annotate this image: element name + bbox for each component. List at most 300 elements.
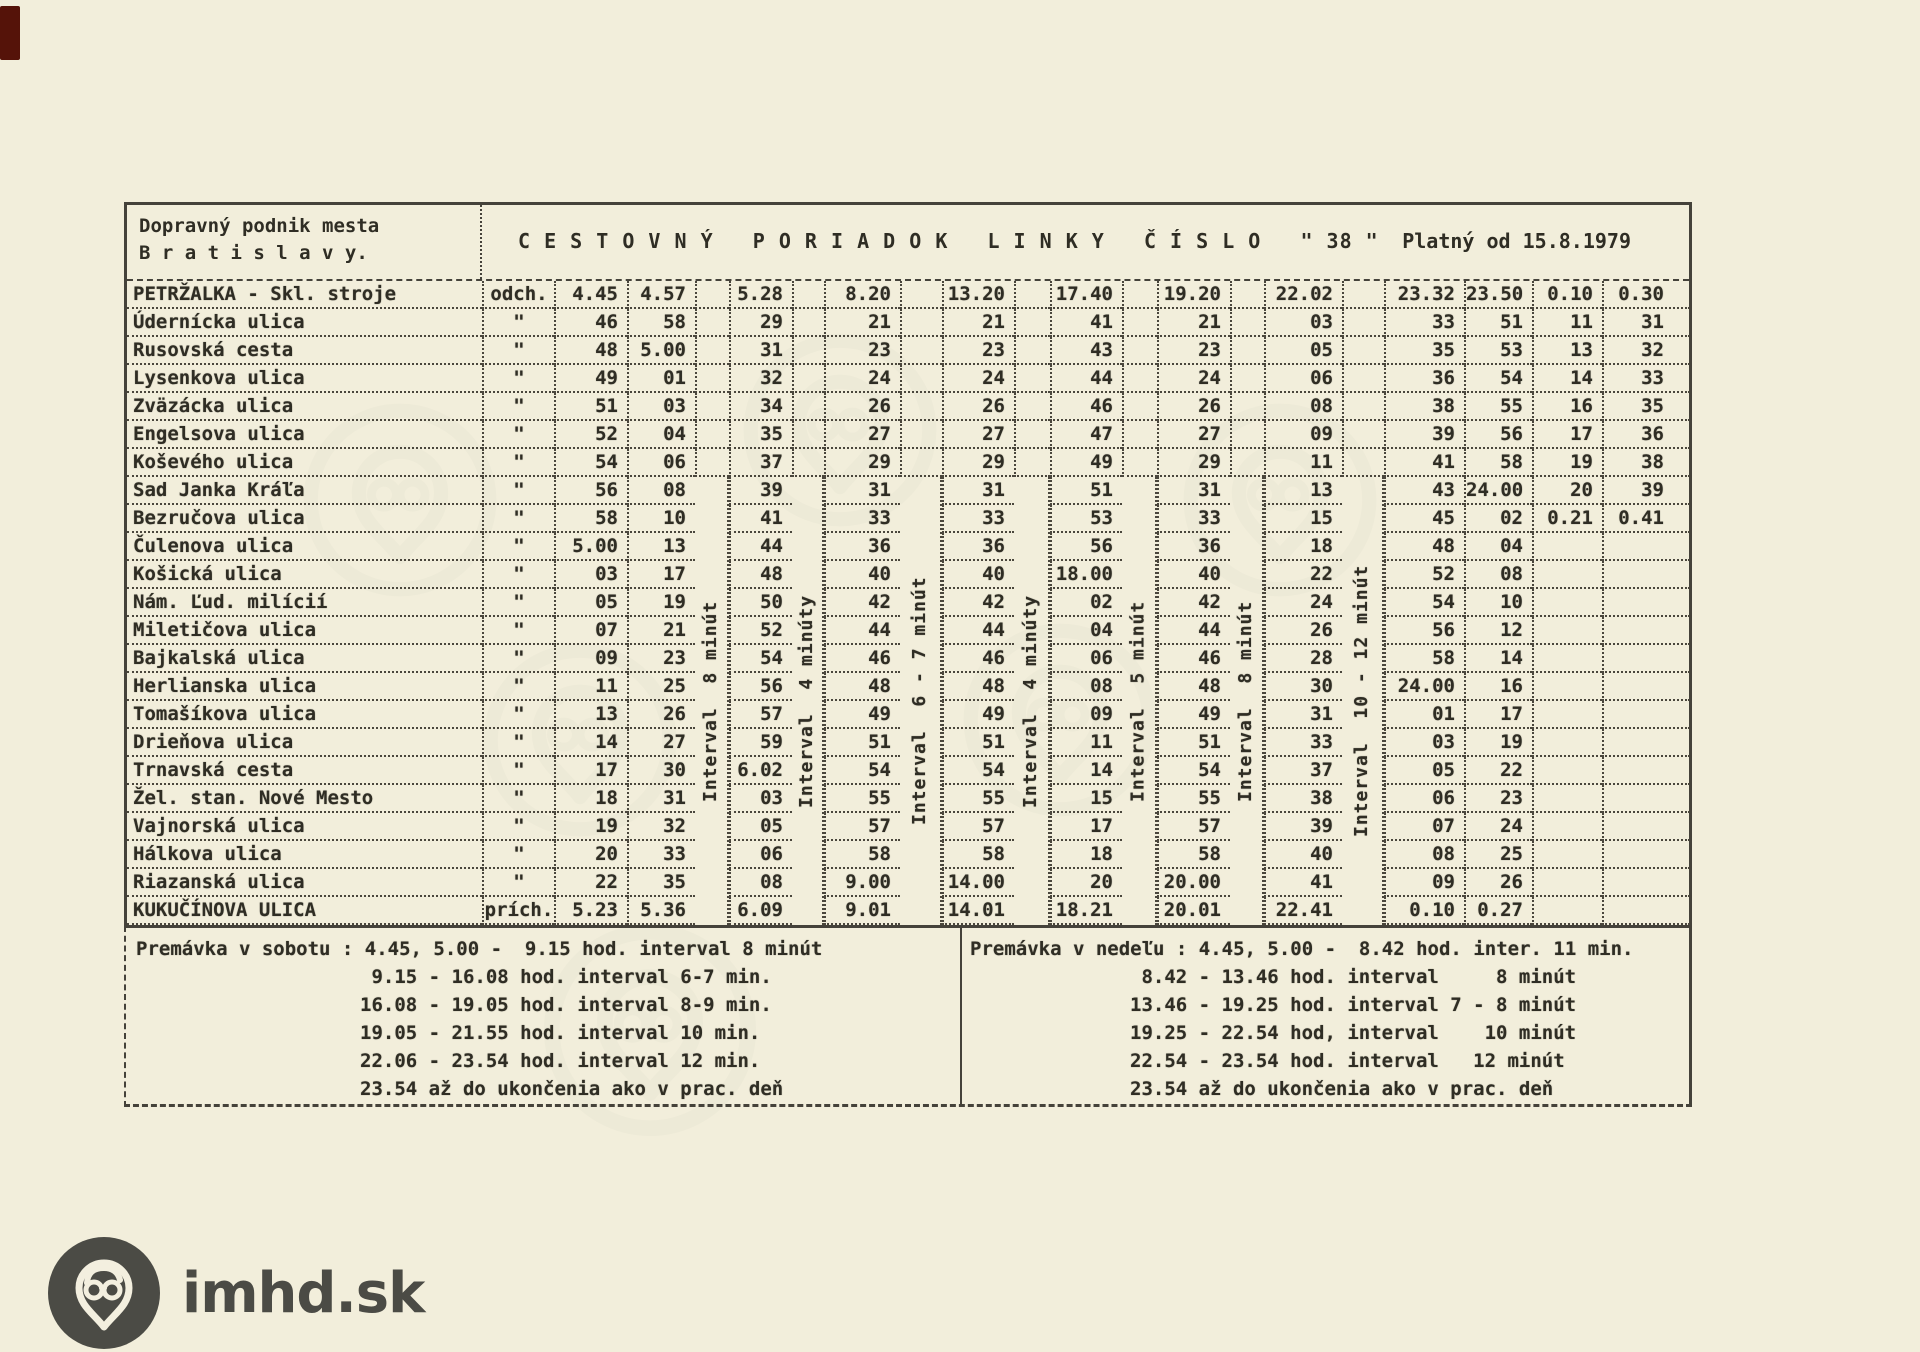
stop-name-cell: Bezručova ulica: [127, 505, 482, 533]
saturday-note-line: 23.54 až do ukončenia ako v prac. deň: [360, 1078, 784, 1100]
time-cell: 40: [1157, 561, 1230, 589]
time-cell: 36: [1157, 533, 1230, 561]
time-cell: [1602, 645, 1690, 673]
time-cell: 58: [554, 505, 627, 533]
time-cell: 29: [729, 309, 792, 337]
time-cell: 26: [824, 393, 900, 421]
time-cell: 52: [1384, 561, 1464, 589]
interval-filler-cell: [900, 393, 942, 421]
departure-mark-cell: ": [482, 701, 554, 729]
time-cell: 15: [1264, 505, 1342, 533]
time-cell: 29: [942, 449, 1014, 477]
time-cell: 32: [1602, 337, 1690, 365]
time-cell: 23: [627, 645, 695, 673]
interval-filler-cell: [1122, 337, 1157, 365]
time-cell: 9.01: [824, 897, 900, 925]
time-cell: 13: [1532, 337, 1602, 365]
time-cell: 57: [942, 813, 1014, 841]
stop-name-cell: Herlianska ulica: [127, 673, 482, 701]
agency-line1: Dopravný podnik mesta: [139, 215, 380, 237]
time-cell: [1602, 841, 1690, 869]
time-cell: 43: [1384, 477, 1464, 505]
stop-name-cell: Bajkalská ulica: [127, 645, 482, 673]
time-cell: 41: [1384, 449, 1464, 477]
time-cell: 27: [942, 421, 1014, 449]
imhd-logo-mark: [48, 1237, 160, 1349]
time-cell: 56: [1464, 421, 1532, 449]
interval-filler-cell: [900, 421, 942, 449]
time-cell: 8.20: [824, 281, 900, 309]
time-cell: 41: [729, 505, 792, 533]
time-cell: 14.00: [942, 869, 1014, 897]
time-cell: 13: [1264, 477, 1342, 505]
time-cell: 25: [627, 673, 695, 701]
interval-label: Interval 8 minút: [1230, 477, 1264, 925]
interval-filler-cell: [792, 365, 824, 393]
time-cell: 55: [1157, 785, 1230, 813]
stop-name-cell: Trnavská cesta: [127, 757, 482, 785]
time-cell: 24: [1264, 589, 1342, 617]
departure-mark-cell: ": [482, 533, 554, 561]
time-cell: 37: [729, 449, 792, 477]
time-cell: 18: [1264, 533, 1342, 561]
time-cell: 22: [1464, 757, 1532, 785]
time-cell: 51: [1157, 729, 1230, 757]
time-cell: 42: [942, 589, 1014, 617]
time-cell: 03: [1384, 729, 1464, 757]
interval-filler-cell: [1014, 365, 1050, 393]
time-cell: [1532, 673, 1602, 701]
time-cell: 14: [554, 729, 627, 757]
stop-name-cell: Engelsova ulica: [127, 421, 482, 449]
time-cell: 40: [1264, 841, 1342, 869]
time-cell: 38: [1384, 393, 1464, 421]
time-cell: 23.50: [1464, 281, 1532, 309]
time-cell: 09: [1264, 421, 1342, 449]
time-cell: 31: [729, 337, 792, 365]
time-cell: [1602, 757, 1690, 785]
time-cell: 33: [1157, 505, 1230, 533]
time-cell: 23: [942, 337, 1014, 365]
time-cell: 24: [824, 365, 900, 393]
interval-filler-cell: [695, 309, 729, 337]
interval-filler-cell: [792, 421, 824, 449]
interval-filler-cell: [1122, 365, 1157, 393]
interval-filler-cell: [900, 365, 942, 393]
interval-filler-cell: [792, 281, 824, 309]
time-cell: 53: [1464, 337, 1532, 365]
time-cell: 02: [1050, 589, 1122, 617]
time-cell: 20: [1050, 869, 1122, 897]
time-cell: 31: [1264, 701, 1342, 729]
time-cell: 36: [1384, 365, 1464, 393]
departure-mark-cell: ": [482, 617, 554, 645]
time-cell: 54: [729, 645, 792, 673]
time-cell: 19: [1532, 449, 1602, 477]
sunday-notes: [960, 926, 1689, 1104]
time-cell: 31: [627, 785, 695, 813]
time-cell: [1532, 533, 1602, 561]
time-cell: 58: [1464, 449, 1532, 477]
time-cell: 26: [627, 701, 695, 729]
interval-filler-cell: [695, 393, 729, 421]
time-cell: 26: [1264, 617, 1342, 645]
time-cell: 44: [729, 533, 792, 561]
time-cell: 39: [1384, 421, 1464, 449]
saturday-notes: [126, 926, 960, 1104]
time-cell: 05: [729, 813, 792, 841]
time-cell: [1532, 869, 1602, 897]
time-cell: 14: [1532, 365, 1602, 393]
time-cell: 14.01: [942, 897, 1014, 925]
interval-filler-cell: [1230, 337, 1264, 365]
departure-mark-cell: prích.: [482, 897, 554, 925]
interval-filler-cell: [695, 421, 729, 449]
time-cell: [1602, 869, 1690, 897]
time-cell: 56: [729, 673, 792, 701]
time-cell: 11: [1532, 309, 1602, 337]
time-cell: 40: [942, 561, 1014, 589]
time-cell: 35: [729, 421, 792, 449]
time-cell: 48: [554, 337, 627, 365]
time-cell: 42: [1157, 589, 1230, 617]
stop-name-cell: Drieňova ulica: [127, 729, 482, 757]
time-cell: 5.00: [554, 533, 627, 561]
interval-label: Interval 10 - 12 minút: [1342, 477, 1384, 925]
time-cell: 4.57: [627, 281, 695, 309]
departure-mark-cell: ": [482, 477, 554, 505]
time-cell: 28: [1264, 645, 1342, 673]
time-cell: 56: [554, 477, 627, 505]
interval-filler-cell: [792, 309, 824, 337]
time-cell: 29: [824, 449, 900, 477]
time-cell: 4.45: [554, 281, 627, 309]
time-cell: 33: [1264, 729, 1342, 757]
time-cell: 5.28: [729, 281, 792, 309]
time-cell: 33: [627, 841, 695, 869]
time-cell: 45: [1384, 505, 1464, 533]
timetable-document: [124, 202, 1692, 928]
time-cell: [1532, 561, 1602, 589]
interval-filler-cell: [1342, 309, 1384, 337]
time-cell: 08: [729, 869, 792, 897]
time-cell: 49: [1050, 449, 1122, 477]
departure-mark-cell: ": [482, 589, 554, 617]
time-cell: 18: [554, 785, 627, 813]
time-cell: 51: [554, 393, 627, 421]
saturday-note-line: 16.08 - 19.05 hod. interval 8-9 min.: [360, 994, 772, 1016]
interval-filler-cell: [1342, 393, 1384, 421]
time-cell: 06: [1264, 365, 1342, 393]
interval-filler-cell: [1122, 281, 1157, 309]
time-cell: 23: [824, 337, 900, 365]
interval-filler-cell: [1230, 281, 1264, 309]
time-cell: 25: [1464, 841, 1532, 869]
departure-mark-cell: ": [482, 645, 554, 673]
time-cell: 52: [554, 421, 627, 449]
time-cell: 58: [824, 841, 900, 869]
time-cell: 23.32: [1384, 281, 1464, 309]
time-cell: 22: [554, 869, 627, 897]
interval-filler-cell: [1014, 309, 1050, 337]
time-cell: 54: [942, 757, 1014, 785]
time-cell: 27: [627, 729, 695, 757]
time-cell: 19: [627, 589, 695, 617]
time-cell: 13.20: [942, 281, 1014, 309]
interval-filler-cell: [900, 337, 942, 365]
time-cell: 39: [729, 477, 792, 505]
time-cell: 18.21: [1050, 897, 1122, 925]
time-cell: 13: [627, 533, 695, 561]
stop-name-cell: PETRŽALKA - Skl. stroje: [127, 281, 482, 309]
time-cell: 0.41: [1602, 505, 1690, 533]
time-cell: [1602, 729, 1690, 757]
departure-mark-cell: ": [482, 813, 554, 841]
valid-from-date: Platný od 15.8.1979: [1402, 229, 1631, 253]
agency-line2: B r a t i s l a v y.: [139, 242, 368, 264]
time-cell: [1532, 617, 1602, 645]
time-cell: 17: [1532, 421, 1602, 449]
time-cell: 08: [1264, 393, 1342, 421]
departure-mark-cell: ": [482, 449, 554, 477]
time-cell: 58: [1157, 841, 1230, 869]
time-cell: 20.01: [1157, 897, 1230, 925]
time-cell: 31: [1602, 309, 1690, 337]
departure-mark-cell: ": [482, 869, 554, 897]
time-cell: 46: [942, 645, 1014, 673]
time-cell: 15: [1050, 785, 1122, 813]
time-cell: 24: [1464, 813, 1532, 841]
time-cell: 57: [1157, 813, 1230, 841]
time-cell: [1602, 561, 1690, 589]
interval-filler-cell: [1230, 365, 1264, 393]
time-cell: 56: [1384, 617, 1464, 645]
interval-filler-cell: [1014, 449, 1050, 477]
interval-filler-cell: [900, 281, 942, 309]
saturday-note-line: 19.05 - 21.55 hod. interval 10 min.: [360, 1022, 761, 1044]
imhd-logo: [48, 1237, 424, 1349]
departure-mark-cell: ": [482, 365, 554, 393]
time-cell: 19: [554, 813, 627, 841]
saturday-note-line: 22.06 - 23.54 hod. interval 12 min.: [360, 1050, 761, 1072]
time-cell: [1532, 813, 1602, 841]
departure-mark-cell: ": [482, 421, 554, 449]
time-cell: 49: [1157, 701, 1230, 729]
timetable-grid: [127, 281, 1689, 925]
interval-filler-cell: [1122, 421, 1157, 449]
time-cell: [1602, 589, 1690, 617]
interval-label: Interval 8 minút: [695, 477, 729, 925]
sunday-note-line: 23.54 až do ukončenia ako v prac. deň: [1130, 1078, 1554, 1100]
time-cell: 21: [942, 309, 1014, 337]
time-cell: 17: [1050, 813, 1122, 841]
time-cell: 46: [1157, 645, 1230, 673]
time-cell: 23: [1157, 337, 1230, 365]
stop-name-cell: Lysenkova ulica: [127, 365, 482, 393]
time-cell: 54: [1157, 757, 1230, 785]
time-cell: 01: [627, 365, 695, 393]
time-cell: 24.00: [1464, 477, 1532, 505]
time-cell: 55: [1464, 393, 1532, 421]
time-cell: 48: [824, 673, 900, 701]
time-cell: 43: [1050, 337, 1122, 365]
time-cell: 6.09: [729, 897, 792, 925]
time-cell: 09: [554, 645, 627, 673]
time-cell: 26: [942, 393, 1014, 421]
interval-filler-cell: [1342, 421, 1384, 449]
time-cell: [1602, 785, 1690, 813]
time-cell: [1532, 897, 1602, 925]
time-cell: 26: [1157, 393, 1230, 421]
stop-name-cell: Koševého ulica: [127, 449, 482, 477]
time-cell: 21: [824, 309, 900, 337]
time-cell: 47: [1050, 421, 1122, 449]
time-cell: 22.02: [1264, 281, 1342, 309]
time-cell: 51: [824, 729, 900, 757]
time-cell: 49: [942, 701, 1014, 729]
departure-mark-cell: ": [482, 785, 554, 813]
interval-filler-cell: [1230, 421, 1264, 449]
stop-name-cell: Hálkova ulica: [127, 841, 482, 869]
sunday-note-line: 19.25 - 22.54 hod, interval 10 minút: [1130, 1022, 1577, 1044]
interval-label: Interval 4 minúty: [1014, 477, 1050, 925]
time-cell: 04: [1464, 533, 1532, 561]
time-cell: 38: [1264, 785, 1342, 813]
time-cell: 40: [824, 561, 900, 589]
time-cell: 20.00: [1157, 869, 1230, 897]
departure-mark-cell: odch.: [482, 281, 554, 309]
time-cell: 49: [554, 365, 627, 393]
departure-mark-cell: ": [482, 505, 554, 533]
time-cell: 44: [824, 617, 900, 645]
time-cell: 48: [1384, 533, 1464, 561]
time-cell: 22.41: [1264, 897, 1342, 925]
stop-name-cell: Sad Janka Kráľa: [127, 477, 482, 505]
interval-filler-cell: [1014, 421, 1050, 449]
time-cell: 30: [1264, 673, 1342, 701]
time-cell: 07: [1384, 813, 1464, 841]
time-cell: 54: [824, 757, 900, 785]
time-cell: 14: [1464, 645, 1532, 673]
time-cell: 54: [1384, 589, 1464, 617]
time-cell: 17: [1464, 701, 1532, 729]
sunday-note-line: 8.42 - 13.46 hod. interval 8 minút: [1130, 966, 1577, 988]
time-cell: 9.00: [824, 869, 900, 897]
stop-name-cell: Tomašíkova ulica: [127, 701, 482, 729]
time-cell: 08: [1384, 841, 1464, 869]
time-cell: 35: [1602, 393, 1690, 421]
operation-notes: [124, 926, 1692, 1107]
time-cell: 10: [627, 505, 695, 533]
time-cell: 11: [1050, 729, 1122, 757]
time-cell: 51: [1050, 477, 1122, 505]
time-cell: 44: [1157, 617, 1230, 645]
time-cell: 0.30: [1602, 281, 1690, 309]
time-cell: 05: [1264, 337, 1342, 365]
sunday-note-line: 13.46 - 19.25 hod. interval 7 - 8 minút: [1130, 994, 1577, 1016]
time-cell: 46: [1050, 393, 1122, 421]
time-cell: 51: [942, 729, 1014, 757]
interval-filler-cell: [1230, 449, 1264, 477]
interval-filler-cell: [695, 337, 729, 365]
time-cell: [1532, 841, 1602, 869]
time-cell: 05: [554, 589, 627, 617]
time-cell: [1602, 673, 1690, 701]
interval-filler-cell: [1122, 309, 1157, 337]
time-cell: 0.10: [1384, 897, 1464, 925]
time-cell: [1602, 533, 1690, 561]
title-area: [482, 205, 1689, 279]
time-cell: 03: [554, 561, 627, 589]
interval-filler-cell: [1342, 281, 1384, 309]
time-cell: 50: [729, 589, 792, 617]
stop-name-cell: Zväzácka ulica: [127, 393, 482, 421]
interval-label: Interval 4 minúty: [792, 477, 824, 925]
stop-name-cell: Riazanská ulica: [127, 869, 482, 897]
departure-mark-cell: ": [482, 729, 554, 757]
time-cell: 49: [824, 701, 900, 729]
time-cell: 37: [1264, 757, 1342, 785]
time-cell: 53: [1050, 505, 1122, 533]
interval-filler-cell: [1122, 449, 1157, 477]
time-cell: [1602, 897, 1690, 925]
time-cell: 05: [1384, 757, 1464, 785]
time-cell: 39: [1602, 477, 1690, 505]
time-cell: 0.10: [1532, 281, 1602, 309]
time-cell: [1532, 729, 1602, 757]
time-cell: [1532, 757, 1602, 785]
interval-label: Interval 6 - 7 minút: [900, 477, 942, 925]
time-cell: 54: [554, 449, 627, 477]
time-cell: 16: [1464, 673, 1532, 701]
time-cell: 10: [1464, 589, 1532, 617]
time-cell: [1532, 785, 1602, 813]
agency-name: [127, 205, 482, 279]
time-cell: 12: [1464, 617, 1532, 645]
time-cell: 24.00: [1384, 673, 1464, 701]
interval-filler-cell: [1342, 365, 1384, 393]
time-cell: 17.40: [1050, 281, 1122, 309]
time-cell: 20: [1532, 477, 1602, 505]
time-cell: 41: [1050, 309, 1122, 337]
time-cell: 0.21: [1532, 505, 1602, 533]
interval-filler-cell: [1014, 337, 1050, 365]
time-cell: 03: [1264, 309, 1342, 337]
time-cell: 03: [729, 785, 792, 813]
time-cell: 20: [554, 841, 627, 869]
stop-name-cell: Žel. stan. Nové Mesto: [127, 785, 482, 813]
time-cell: 58: [1384, 645, 1464, 673]
time-cell: 35: [1384, 337, 1464, 365]
time-cell: 24: [1157, 365, 1230, 393]
time-cell: 06: [1050, 645, 1122, 673]
time-cell: 39: [1264, 813, 1342, 841]
time-cell: 48: [729, 561, 792, 589]
time-cell: 36: [942, 533, 1014, 561]
time-cell: 46: [824, 645, 900, 673]
time-cell: 59: [729, 729, 792, 757]
time-cell: 23: [1464, 785, 1532, 813]
time-cell: 52: [729, 617, 792, 645]
time-cell: 44: [942, 617, 1014, 645]
time-cell: 5.23: [554, 897, 627, 925]
stop-name-cell: Košická ulica: [127, 561, 482, 589]
time-cell: 31: [824, 477, 900, 505]
sunday-heading: Premávka v nedeľu : 4.45, 5.00 - 8.42 hod. inter. 11 min.: [970, 938, 1634, 960]
time-cell: 32: [729, 365, 792, 393]
departure-mark-cell: ": [482, 841, 554, 869]
time-cell: 5.36: [627, 897, 695, 925]
